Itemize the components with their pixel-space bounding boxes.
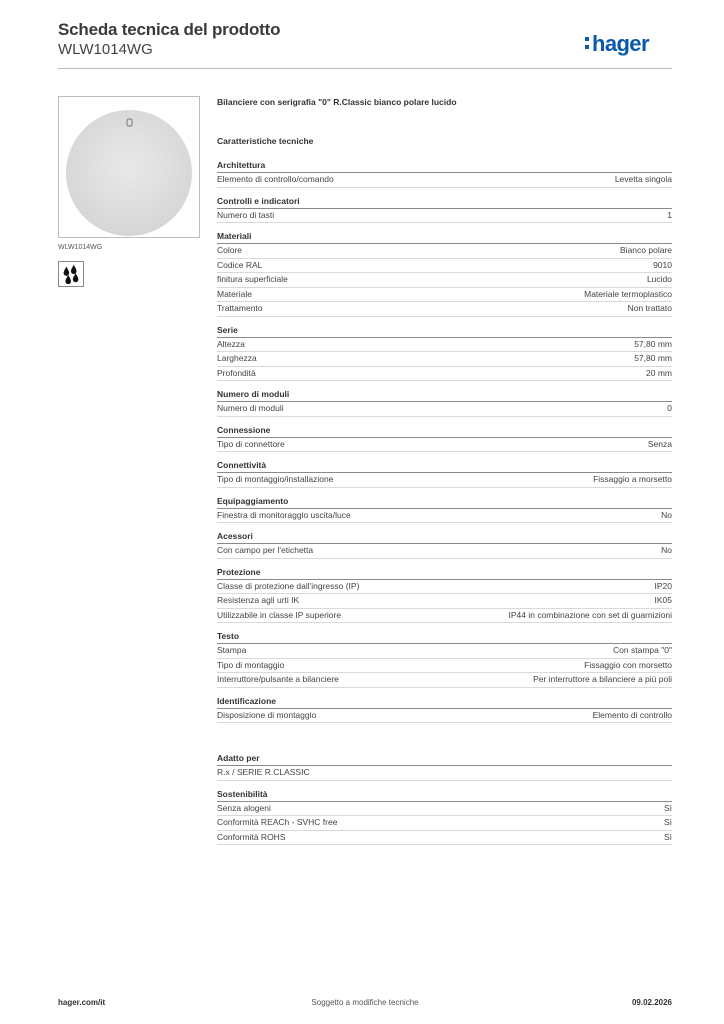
spec-label: Altezza <box>217 338 245 349</box>
spec-value: IP20 <box>654 580 672 591</box>
spec-value: 57,80 mm <box>634 338 672 349</box>
spec-row <box>217 766 672 781</box>
spec-sections-after <box>217 753 672 845</box>
section-title: Controlli e indicatori <box>217 196 672 209</box>
spec-row <box>217 302 672 317</box>
section-title: Architettura <box>217 160 672 173</box>
spec-label: Interruttore/pulsante a bilanciere <box>217 674 339 684</box>
spec-section <box>217 531 672 559</box>
section-title: Acessori <box>217 531 672 544</box>
spec-row <box>217 802 672 817</box>
spec-label: Senza alogeni <box>217 802 271 813</box>
spec-label: Trattamento <box>217 303 263 313</box>
spec-row <box>217 244 672 259</box>
spec-section <box>217 696 672 724</box>
spec-row <box>217 580 672 595</box>
hager-logo[interactable] <box>584 26 672 60</box>
spec-row <box>217 594 672 609</box>
spec-row <box>217 367 672 382</box>
section-title: Adatto per <box>217 753 672 766</box>
spec-row <box>217 509 672 524</box>
spec-value: Levetta singola <box>614 174 672 184</box>
spec-row <box>217 831 672 846</box>
spec-value: 20 mm <box>646 367 672 378</box>
spec-value: Lucido <box>646 274 672 284</box>
spec-row <box>217 288 672 303</box>
spec-row <box>217 816 672 831</box>
spec-value: Non trattato <box>627 303 672 313</box>
spec-label: Tipo di montaggio <box>217 659 285 670</box>
spec-label: Numero di tasti <box>217 209 275 220</box>
spec-value: Sì <box>663 802 672 813</box>
spec-section <box>217 425 672 453</box>
section-title: Connessione <box>217 425 672 438</box>
tech-characteristics-title: Caratteristiche tecniche <box>217 136 314 146</box>
spec-label: Classe di protezione dall'ingresso (IP) <box>217 580 360 591</box>
section-title: Connettività <box>217 460 672 473</box>
spec-label: Resistenza agli urti IK <box>217 595 300 605</box>
footer-disclaimer: Soggetto a modifiche tecniche <box>311 998 419 1007</box>
image-caption: WLW1014WG <box>58 244 103 251</box>
spec-value: 9010 <box>653 259 672 270</box>
section-title: Numero di moduli <box>217 389 672 402</box>
spec-value: IP44 in combinazione con set di guarnizioni <box>508 609 672 620</box>
spec-value: Fissaggio a morsetto <box>593 474 672 484</box>
spec-value: IK05 <box>654 595 672 605</box>
spec-section <box>217 160 672 188</box>
page-title: Scheda tecnica del prodotto <box>58 20 281 39</box>
spec-row <box>217 609 672 624</box>
spec-label: finitura superficiale <box>217 274 288 284</box>
spec-label: Elemento di controllo/comando <box>217 174 334 184</box>
spec-row <box>217 673 672 688</box>
spec-section <box>217 789 672 846</box>
tech-sheet-content <box>217 96 672 853</box>
section-title: Equipaggiamento <box>217 496 672 509</box>
spec-value: 0 <box>667 403 672 413</box>
section-title: Protezione <box>217 567 672 580</box>
spec-label: Colore <box>217 245 243 255</box>
spec-value: No <box>661 509 672 520</box>
spec-section <box>217 389 672 417</box>
spec-row <box>217 273 672 288</box>
spec-value: Per interruttore a bilanciere a più poli <box>533 674 672 684</box>
water-drops-icon <box>58 261 84 287</box>
product-description: Bilanciere con serigrafia "0" R.Classic bianco polare lucido <box>217 97 457 107</box>
spec-row <box>217 209 672 224</box>
spec-label: Conformità ROHS <box>217 831 286 842</box>
rocker-disc-image <box>63 107 195 239</box>
spec-value: Sì <box>663 817 672 827</box>
spec-row <box>217 659 672 674</box>
spec-section <box>217 631 672 688</box>
spec-label: Con campo per l'etichetta <box>217 545 314 555</box>
spec-section <box>217 496 672 524</box>
spec-section <box>217 567 672 624</box>
spec-section <box>217 753 672 781</box>
spec-value: 1 <box>667 209 672 220</box>
spec-value: Fissaggio con morsetto <box>584 659 672 670</box>
spec-label: Numero di moduli <box>217 403 284 413</box>
product-image <box>58 96 200 238</box>
spec-row <box>217 644 672 659</box>
spec-value: Bianco polare <box>620 245 672 255</box>
spec-label: Tipo di montaggio/installazione <box>217 474 334 484</box>
section-title: Identificazione <box>217 696 672 709</box>
spec-label: R.x / SERIE R.CLASSIC <box>217 767 310 777</box>
spec-section <box>217 460 672 488</box>
spec-label: Larghezza <box>217 353 257 363</box>
spec-row <box>217 473 672 488</box>
spec-label: Finestra di monitoraggio uscita/luce <box>217 509 351 520</box>
spec-row <box>217 338 672 353</box>
spec-label: Materiale <box>217 288 252 299</box>
spec-row <box>217 402 672 417</box>
spec-section <box>217 325 672 382</box>
spec-label: Profondità <box>217 367 256 378</box>
spec-value: Sì <box>663 831 672 842</box>
spec-section <box>217 196 672 224</box>
section-title: Sostenibilità <box>217 789 672 802</box>
spec-row <box>217 259 672 274</box>
section-title: Materiali <box>217 231 672 244</box>
spec-label: Utilizzabile in classe IP superiore <box>217 609 342 620</box>
spec-value: Elemento di controllo <box>592 709 672 720</box>
section-title: Serie <box>217 325 672 338</box>
spec-section <box>217 231 672 317</box>
spec-label: Tipo di connettore <box>217 438 285 449</box>
spec-label: Codice RAL <box>217 259 263 270</box>
document-header <box>58 20 280 58</box>
spec-value: Con stampa "0" <box>613 645 672 655</box>
footer-website-link[interactable]: hager.com/it <box>58 998 106 1007</box>
spec-row <box>217 173 672 188</box>
footer-date: 09.02.2026 <box>631 998 672 1007</box>
section-spacer <box>217 731 672 753</box>
spec-value: 57,80 mm <box>634 353 672 363</box>
spec-label: Conformità REACh - SVHC free <box>217 817 338 827</box>
spec-label: Stampa <box>217 645 247 655</box>
spec-label: Disposizione di montaggio <box>217 709 317 720</box>
spec-row <box>217 544 672 559</box>
spec-row <box>217 709 672 724</box>
spec-value: Senza <box>647 438 672 449</box>
spec-row <box>217 438 672 453</box>
spec-sections <box>217 160 672 723</box>
spec-row <box>217 352 672 367</box>
spec-value: No <box>661 545 672 555</box>
product-code: WLW1014WG <box>58 41 153 58</box>
header-divider <box>58 68 672 69</box>
section-title: Testo <box>217 631 672 644</box>
brand-name: hager <box>592 31 649 56</box>
spec-value: Materiale termoplastico <box>584 288 672 299</box>
